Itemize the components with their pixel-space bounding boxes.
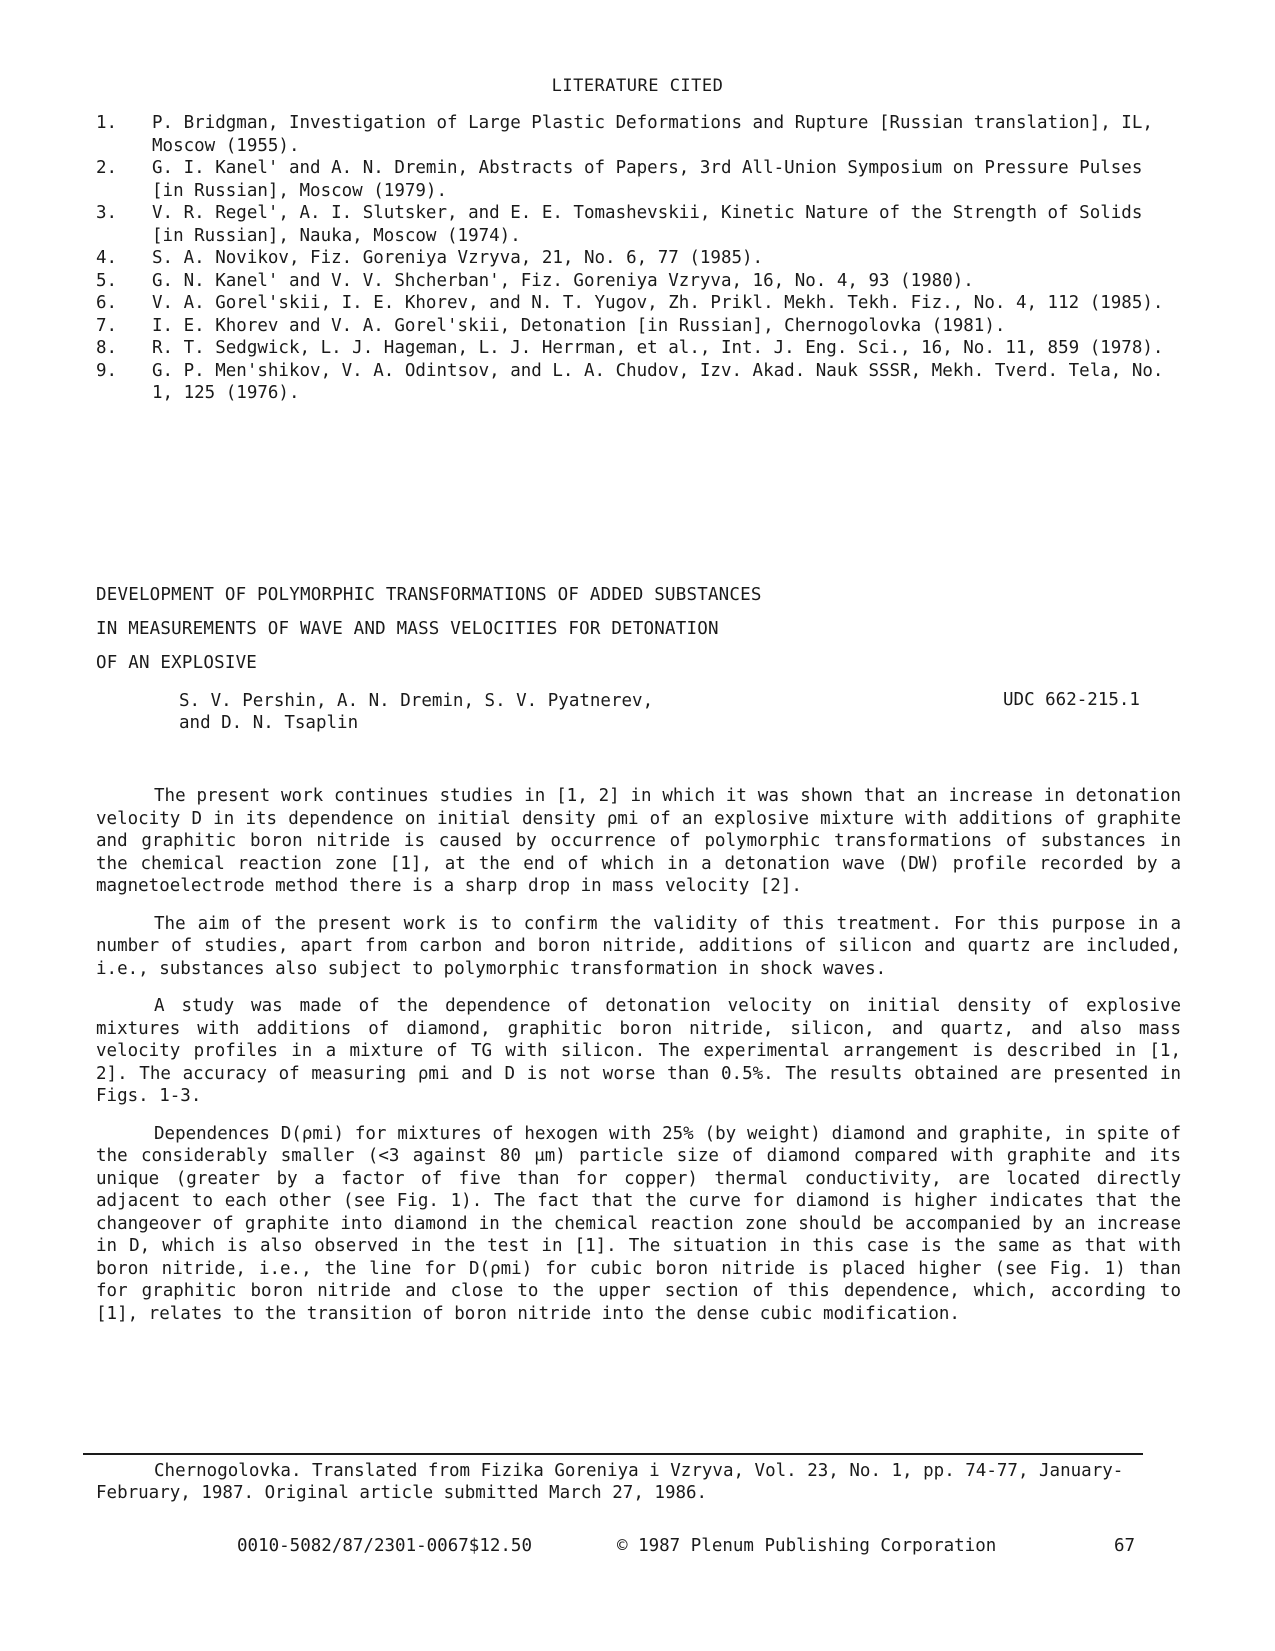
reference-text: V. A. Gorel'skii, I. E. Khorev, and N. T. Yugov, Zh. Prikl. Mekh. Tekh. Fiz., No. 4, 112 (1985). [152,293,1164,313]
body-paragraph: A study was made of the dependence of detonation velocity on initial density of explosive mixtures with additions of diamond, graphitic boron nitride, silicon, and quartz, and also mass velocity profiles in a mixture of TG with silicon. The experimental arrangement is described in [1, 2]. The accuracy of measuring ρmi and D is not worse than 0.5%. The results obtained are presented in Figs. 1-3. [96,996,1181,1106]
footnote-text: Chernogolovka. Translated from Fizika Goreniya i Vzryva, Vol. 23, No. 1, pp. 74-77, January-February, 1987. Original article submitted March 27, 1986. [96,1461,1124,1503]
reference-number: 6. [96,293,118,313]
reference-item [96,360,1166,405]
reference-item [96,157,1166,202]
author-line: S. V. Pershin, A. N. Dremin, S. V. Pyatnerev, [179,691,654,711]
reference-list [96,112,1166,405]
title-line: IN MEASUREMENTS OF WAVE AND MASS VELOCITIES FOR DETONATION [96,619,719,639]
reference-number: 3. [96,203,118,223]
body-paragraph: Dependences D(ρmi) for mixtures of hexogen with 25% (by weight) diamond and graphite, in spite of the considerably smaller (<3 against 80 μm) particle size of diamond compared with graphite and its unique (greater by a factor of five than for copper) thermal conductivity, are located directly adjacent to each other (see Fig. 1). The fact that the curve for diamond is higher indicates that the changeover of graphite into diamond in the chemical reaction zone should be accompanied by an increase in D, which is also observed in the test in [1]. The situation in this case is the same as that with boron nitride, i.e., the line for D(ρmi) for cubic boron nitride is placed higher (see Fig. 1) than for graphitic boron nitride and close to the upper section of this dependence, which, according to [1], relates to the transition of boron nitride into the dense cubic modification. [96,1123,1181,1324]
reference-number: 4. [96,248,118,268]
article-title [96,578,1196,680]
reference-item [96,315,1166,338]
footnote-divider [83,1453,1143,1455]
author-line: and D. N. Tsaplin [179,713,359,733]
reference-item [96,337,1166,360]
reference-number: 5. [96,270,118,291]
reference-number: 9. [96,360,118,381]
reference-item [96,202,1166,247]
body-paragraph: The aim of the present work is to confirm the validity of this treatment. For this purpose in a number of studies, apart from carbon and boron nitride, additions of silicon and quartz are included, i.e., substances also subject to polymorphic transformation in shock waves. [96,913,1181,979]
page-number: 67 [1114,1536,1136,1556]
reference-number: 8. [96,338,118,358]
udc-code: UDC 662-215.1 [1003,690,1140,710]
title-line: OF AN EXPLOSIVE [96,653,258,673]
author-list [179,690,653,734]
reference-item [96,247,1166,270]
reference-number: 7. [96,315,118,336]
copyright-notice: © 1987 Plenum Publishing Corporation [617,1536,997,1556]
literature-heading: LITERATURE CITED [551,76,724,96]
publication-code: 0010-5082/87/2301-0067$12.50 [237,1536,533,1556]
body-paragraph: The present work continues studies in [1, 2] in which it was shown that an increase in detonation velocity D in its dependence on initial density ρmi of an explosive mixture with additions of graphite and graphitic boron nitride is caused by occurrence of polymorphic transformations of substances in the chemical reaction zone [1], at the end of which in a detonation wave (DW) profile recorded by a magnetoelectrode method there is a sharp drop in mass velocity [2]. [96,786,1181,896]
reference-text: R. T. Sedgwick, L. J. Hageman, L. J. Herrman, et al., Int. J. Eng. Sci., 16, No. 11, 859 (1978). [152,338,1164,358]
title-line: DEVELOPMENT OF POLYMORPHIC TRANSFORMATIONS OF ADDED SUBSTANCES [96,585,762,605]
reference-text: V. R. Regel', A. I. Slutsker, and E. E. Tomashevskii, Kinetic Nature of the Strength of Solids [in Russian], Nauka, Moscow (1974). [152,203,1143,246]
article-body [96,785,1181,1340]
reference-item [96,270,1166,293]
reference-text: G. I. Kanel' and A. N. Dremin, Abstracts of Papers, 3rd All-Union Symposium on Pressure Pulses [in Russian], Moscow (1979). [152,158,1143,201]
footnote [96,1460,1156,1504]
reference-text: I. E. Khorev and V. A. Gorel'skii, Detonation [in Russian], Chernogolovka (1981). [152,315,1006,336]
reference-text: G. P. Men'shikov, V. A. Odintsov, and L. A. Chudov, Izv. Akad. Nauk SSSR, Mekh. Tverd. Tela, No. 1, 125 (1976). [152,360,1164,403]
reference-item [96,112,1166,157]
reference-text: S. A. Novikov, Fiz. Goreniya Vzryva, 21, No. 6, 77 (1985). [152,248,764,268]
reference-number: 1. [96,113,118,133]
reference-text: G. N. Kanel' and V. V. Shcherban', Fiz. Goreniya Vzryva, 16, No. 4, 93 (1980). [152,270,974,291]
reference-number: 2. [96,158,118,178]
reference-text: P. Bridgman, Investigation of Large Plastic Deformations and Rupture [Russian translation], IL, Moscow (1955). [152,113,1153,156]
reference-item [96,292,1166,315]
